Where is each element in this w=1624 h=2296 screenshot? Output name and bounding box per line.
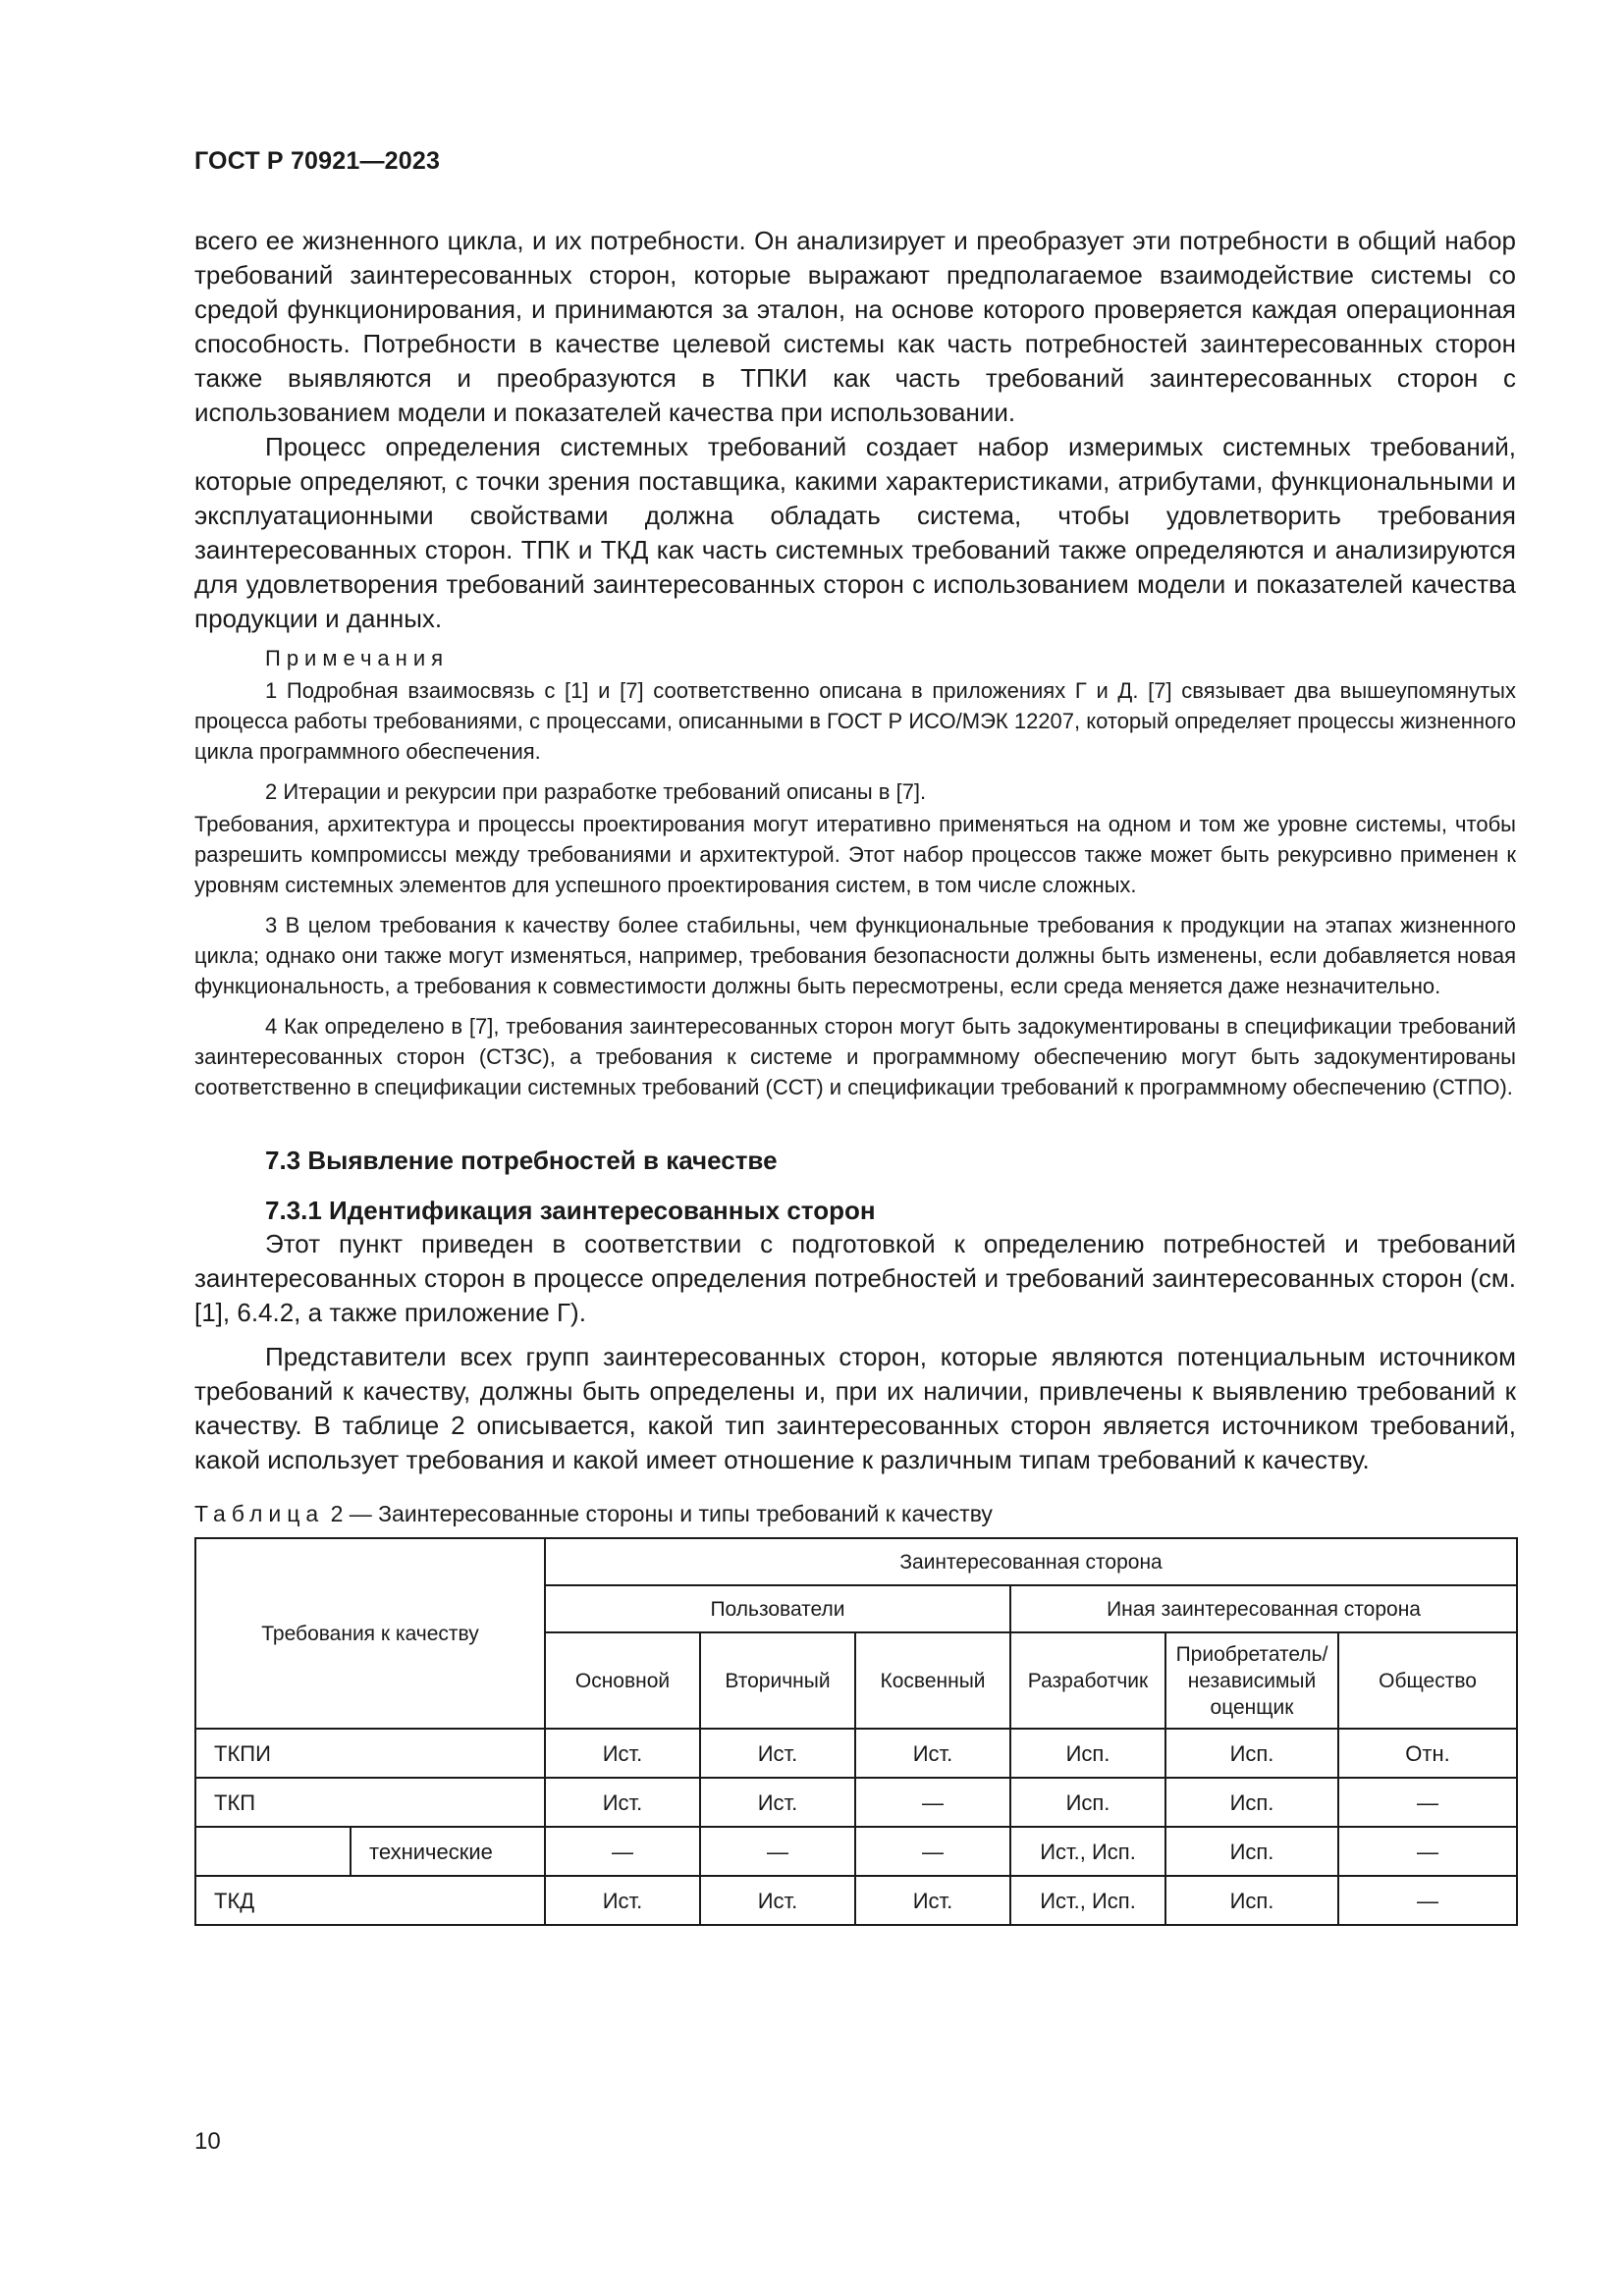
table-caption-title: 2 — Заинтересованные стороны и типы требований к качеству <box>330 1501 993 1526</box>
table-row <box>195 1729 1517 1778</box>
table-caption <box>194 1501 1516 1527</box>
column-header: Разработчик <box>1010 1632 1165 1729</box>
note-item: Требования, архитектура и процессы проектирования могут итеративно применяться на одном и том же уровне системы, чтобы разрешить компромиссы между требованиями и архитектурой. Этот набор процессов также может быть рекурсивно применен к уровням системных элементов для успешного проектирования систем, в том числе сложных. <box>194 812 1516 897</box>
note-item: 4 Как определено в [7], требования заинтересованных сторон могут быть задокументированы в спецификации требований заинтересованных сторон (СТЗС), а требования к системе и программному обеспечению могут быть задокументированы соответственно в спецификации системных требований (ССТ) и спецификации требований к программному обеспечению (СТПО). <box>194 1014 1516 1099</box>
table-cell: — <box>855 1778 1010 1827</box>
table-cell: Ист. <box>700 1778 855 1827</box>
subsection-heading: 7.3.1 Идентификация заинтересованных сторон <box>265 1196 876 1225</box>
row-label-blank <box>195 1827 351 1876</box>
page-body <box>194 224 1516 1926</box>
table-cell: Ист. <box>545 1778 700 1827</box>
table-cell: Ист. <box>855 1876 1010 1925</box>
table-row <box>195 1876 1517 1925</box>
table-cell: Исп. <box>1010 1778 1165 1827</box>
table-cell: Отн. <box>1338 1729 1517 1778</box>
column-header: Косвенный <box>855 1632 1010 1729</box>
column-header: Основной <box>545 1632 700 1729</box>
table-cell: — <box>1338 1876 1517 1925</box>
table-cell: — <box>1338 1827 1517 1876</box>
table-cell: — <box>545 1827 700 1876</box>
column-header: Приобретатель/ независимый оценщик <box>1165 1632 1338 1729</box>
corner-header: Требования к качеству <box>195 1538 545 1729</box>
table-cell: Ист. <box>700 1729 855 1778</box>
notes-title: Примечания <box>265 646 450 670</box>
row-label: ТКП <box>195 1778 545 1827</box>
paragraph: Представители всех групп заинтересованных сторон, которые являются потенциальным источником требований к качеству, должны быть определены и, при их наличии, привлечены к выявлению требований к качеству. В таблице 2 описывается, какой тип заинтересованных сторон является источником требований, какой использует требования и какой имеет отношение к различным типам требований к качеству. <box>194 1342 1516 1474</box>
stakeholders-table <box>194 1537 1518 1926</box>
table-cell: Исп. <box>1165 1827 1338 1876</box>
table-cell: Исп. <box>1165 1729 1338 1778</box>
table-cell: Ист. <box>700 1876 855 1925</box>
note-item: 2 Итерации и рекурсии при разработке требований описаны в [7]. <box>265 779 927 804</box>
row-label: ТКД <box>195 1876 545 1925</box>
paragraph: Этот пункт приведен в соответствии с подготовкой к определению потребностей и требований заинтересованных сторон в процессе определения потребностей и требований заинтересованных сторон (см. [1], 6.4.2, а также приложение Г). <box>194 1229 1516 1327</box>
table-cell: — <box>700 1827 855 1876</box>
table-cell: — <box>855 1827 1010 1876</box>
table-cell: Ист. <box>545 1729 700 1778</box>
table-cell: Ист. <box>545 1876 700 1925</box>
note-item: 3 В целом требования к качеству более стабильны, чем функциональные требования к продукции на этапах жизненного цикла; однако они также могут изменяться, например, требования безопасности должны быть изменены, если добавляется новая функциональность, а требования к совместимости должны быть пересмотрены, если среда меняется даже незначительно. <box>194 913 1516 998</box>
table-caption-prefix: Таблица <box>194 1501 325 1526</box>
stakeholder-header: Заинтересованная сторона <box>545 1538 1517 1585</box>
table-cell: Исп. <box>1165 1778 1338 1827</box>
other-group-header: Иная заинтересованная сторона <box>1010 1585 1517 1632</box>
row-sublabel: технические <box>351 1827 545 1876</box>
table-cell: Исп. <box>1165 1876 1338 1925</box>
table-cell: — <box>1338 1778 1517 1827</box>
paragraph: Процесс определения системных требований создает набор измеримых системных требований, которые определяют, с точки зрения поставщика, какими характеристиками, атрибутами, функциональными и эксплуатационными свойствами должна обладать система, чтобы удовлетворить требования заинтересованных сторон. ТПК и ТКД как часть системных требований также определяются и анализируются для удовлетворения требований заинтересованных сторон с использованием модели и показателей качества продукции и данных. <box>194 432 1516 633</box>
table-row <box>195 1778 1517 1827</box>
paragraph: всего ее жизненного цикла, и их потребности. Он анализирует и преобразует эти потребности в общий набор требований заинтересованных сторон, которые выражают предполагаемое взаимодействие системы со средой функционирования, и принимаются за эталон, на основе которого проверяется каждая операционная способность. Потребности в качестве целевой системы как часть потребностей заинтересованных сторон также выявляются и преобразуются в ТПКИ как часть требований заинтересованных сторон с использованием модели и показателей качества при использовании. <box>194 226 1516 427</box>
column-header: Вторичный <box>700 1632 855 1729</box>
users-group-header: Пользователи <box>545 1585 1010 1632</box>
column-header: Общество <box>1338 1632 1517 1729</box>
table-cell: Ист., Исп. <box>1010 1827 1165 1876</box>
note-item: 1 Подробная взаимосвязь с [1] и [7] соответственно описана в приложениях Г и Д. [7] связывает два вышеупомянутых процесса работы требованиями, с процессами, описанными в ГОСТ Р ИСО/МЭК 12207, который определяет процессы жизненного цикла программного обеспечения. <box>194 678 1516 764</box>
table-cell: Ист., Исп. <box>1010 1876 1165 1925</box>
row-label: ТКПИ <box>195 1729 545 1778</box>
table-cell: Ист. <box>855 1729 1010 1778</box>
document-code: ГОСТ Р 70921—2023 <box>194 147 441 175</box>
table-cell: Исп. <box>1010 1729 1165 1778</box>
table-row <box>195 1827 1517 1876</box>
section-heading: 7.3 Выявление потребностей в качестве <box>265 1146 778 1175</box>
page-number: 10 <box>194 2128 221 2155</box>
